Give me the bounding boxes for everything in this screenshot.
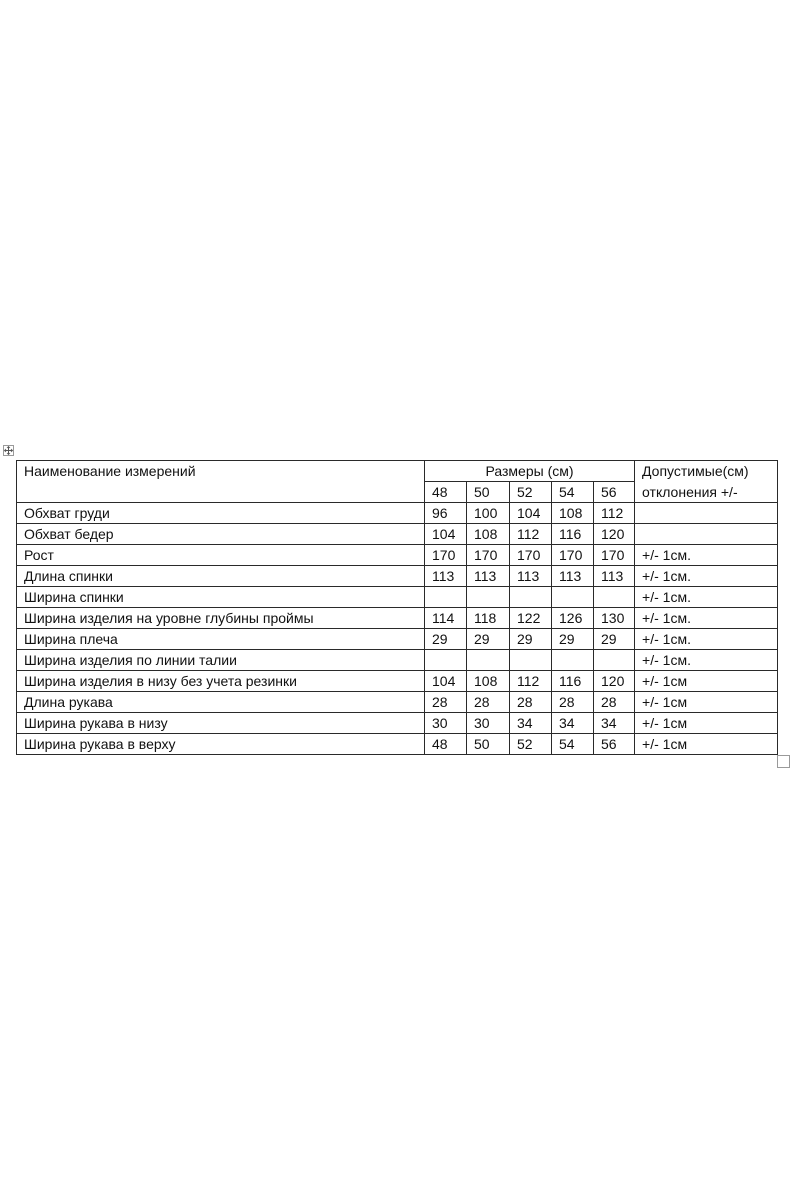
table-row xyxy=(17,608,778,629)
table-row xyxy=(17,650,778,671)
size-value-cell: 170 xyxy=(594,545,635,566)
size-value-cell: 108 xyxy=(467,671,510,692)
size-value-cell: 113 xyxy=(425,566,467,587)
size-value-cell: 104 xyxy=(510,503,552,524)
size-label: 50 xyxy=(467,482,510,503)
measurement-name-cell: Обхват бедер xyxy=(17,524,425,545)
table-row xyxy=(17,713,778,734)
size-value-cell: 126 xyxy=(552,608,594,629)
measurement-name-cell: Обхват груди xyxy=(17,503,425,524)
size-value-cell xyxy=(510,650,552,671)
size-value-cell xyxy=(552,587,594,608)
size-value-cell: 34 xyxy=(510,713,552,734)
size-value-cell: 100 xyxy=(467,503,510,524)
size-value-cell: 170 xyxy=(425,545,467,566)
size-value-cell: 29 xyxy=(552,629,594,650)
size-value-cell: 114 xyxy=(425,608,467,629)
measurement-name-cell: Ширина рукава в верху xyxy=(17,734,425,755)
size-value-cell: 122 xyxy=(510,608,552,629)
size-value-cell xyxy=(510,587,552,608)
size-value-cell: 28 xyxy=(510,692,552,713)
table-row xyxy=(17,734,778,755)
size-value-cell: 29 xyxy=(510,629,552,650)
tolerance-cell: +/- 1см. xyxy=(635,566,778,587)
size-value-cell: 113 xyxy=(552,566,594,587)
measurement-name-cell: Ширина изделия на уровне глубины проймы xyxy=(17,608,425,629)
size-value-cell: 120 xyxy=(594,524,635,545)
measurement-name-cell: Ширина спинки xyxy=(17,587,425,608)
size-value-cell: 112 xyxy=(510,524,552,545)
size-value-cell: 113 xyxy=(510,566,552,587)
table-row xyxy=(17,545,778,566)
size-value-cell: 30 xyxy=(425,713,467,734)
tolerance-cell: +/- 1см xyxy=(635,692,778,713)
size-value-cell xyxy=(594,650,635,671)
tolerance-cell xyxy=(635,503,778,524)
size-chart-table xyxy=(16,460,778,755)
size-value-cell: 30 xyxy=(467,713,510,734)
size-value-cell xyxy=(467,587,510,608)
size-value-cell xyxy=(467,650,510,671)
measurement-name-cell: Ширина рукава в низу xyxy=(17,713,425,734)
measurement-name-cell: Длина спинки xyxy=(17,566,425,587)
size-value-cell: 118 xyxy=(467,608,510,629)
size-value-cell: 170 xyxy=(552,545,594,566)
tolerance-cell: +/- 1см xyxy=(635,713,778,734)
tolerance-cell: +/- 1см. xyxy=(635,587,778,608)
table-row xyxy=(17,671,778,692)
size-value-cell: 120 xyxy=(594,671,635,692)
measurement-name-cell: Длина рукава xyxy=(17,692,425,713)
table-row xyxy=(17,524,778,545)
size-value-cell: 48 xyxy=(425,734,467,755)
size-value-cell: 112 xyxy=(594,503,635,524)
table-row xyxy=(17,587,778,608)
table-header-row xyxy=(17,461,778,482)
tolerance-cell: +/- 1см. xyxy=(635,650,778,671)
table-row xyxy=(17,692,778,713)
table-resize-handle-icon[interactable] xyxy=(777,755,790,768)
tolerance-cell: +/- 1см. xyxy=(635,629,778,650)
size-value-cell: 170 xyxy=(467,545,510,566)
size-value-cell: 96 xyxy=(425,503,467,524)
measurement-name-header: Наименование измерений xyxy=(17,461,425,503)
measurement-name-cell: Ширина изделия по линии талии xyxy=(17,650,425,671)
tolerance-header-line2: отклонения +/- xyxy=(635,482,778,503)
size-value-cell: 112 xyxy=(510,671,552,692)
tolerance-cell: +/- 1см xyxy=(635,671,778,692)
size-value-cell: 29 xyxy=(467,629,510,650)
size-value-cell: 56 xyxy=(594,734,635,755)
size-value-cell: 52 xyxy=(510,734,552,755)
size-value-cell: 130 xyxy=(594,608,635,629)
size-value-cell: 54 xyxy=(552,734,594,755)
size-value-cell: 113 xyxy=(467,566,510,587)
size-value-cell: 34 xyxy=(594,713,635,734)
size-value-cell: 108 xyxy=(467,524,510,545)
measurement-name-cell: Ширина изделия в низу без учета резинки xyxy=(17,671,425,692)
size-value-cell: 28 xyxy=(425,692,467,713)
size-value-cell: 28 xyxy=(594,692,635,713)
size-value-cell: 29 xyxy=(425,629,467,650)
size-value-cell: 29 xyxy=(594,629,635,650)
table-row xyxy=(17,566,778,587)
size-label: 52 xyxy=(510,482,552,503)
size-value-cell: 28 xyxy=(552,692,594,713)
tolerance-cell: +/- 1см. xyxy=(635,608,778,629)
size-value-cell xyxy=(425,587,467,608)
size-value-cell: 170 xyxy=(510,545,552,566)
size-value-cell: 104 xyxy=(425,671,467,692)
sizes-header: Размеры (см) xyxy=(425,461,635,482)
size-label: 48 xyxy=(425,482,467,503)
size-value-cell: 50 xyxy=(467,734,510,755)
size-label: 56 xyxy=(594,482,635,503)
table-row xyxy=(17,629,778,650)
tolerance-cell xyxy=(635,524,778,545)
size-value-cell: 108 xyxy=(552,503,594,524)
size-label: 54 xyxy=(552,482,594,503)
measurement-name-cell: Ширина плеча xyxy=(17,629,425,650)
size-value-cell xyxy=(594,587,635,608)
tolerance-cell: +/- 1см xyxy=(635,734,778,755)
size-value-cell: 116 xyxy=(552,524,594,545)
size-value-cell xyxy=(552,650,594,671)
size-value-cell: 116 xyxy=(552,671,594,692)
size-value-cell: 113 xyxy=(594,566,635,587)
measurement-name-cell: Рост xyxy=(17,545,425,566)
size-value-cell xyxy=(425,650,467,671)
table-row xyxy=(17,503,778,524)
size-value-cell: 34 xyxy=(552,713,594,734)
size-value-cell: 104 xyxy=(425,524,467,545)
table-move-handle-icon[interactable] xyxy=(3,445,14,456)
size-value-cell: 28 xyxy=(467,692,510,713)
tolerance-header-line1: Допустимые(см) xyxy=(635,461,778,482)
tolerance-cell: +/- 1см. xyxy=(635,545,778,566)
